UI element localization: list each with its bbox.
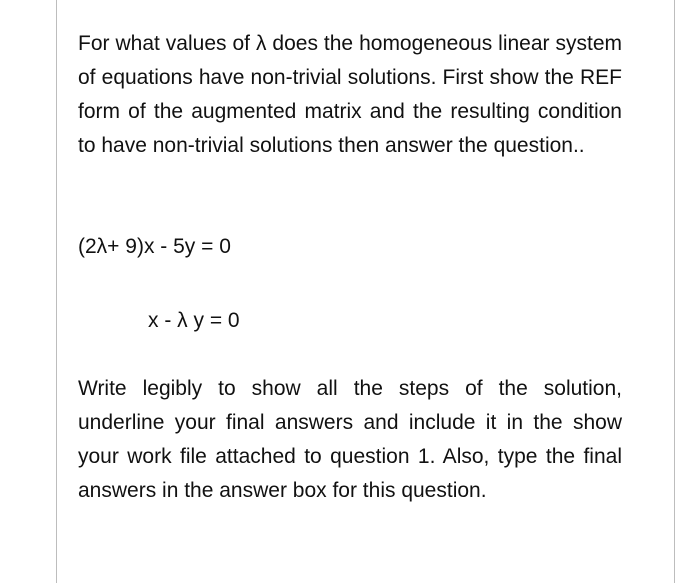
question-instructions: Write legibly to show all the steps of the solution, underline your final answers and include it in the show your work file attached to question 1. Also, type the final answers in the answer box for this question.	[78, 377, 622, 502]
equation-1: (2λ+ 9)x - 5y = 0	[78, 235, 231, 258]
equation-2: x - λ y = 0	[148, 309, 240, 332]
question-intro: For what values of λ does the homogeneous linear system of equations have non-trivial solutions. First show the REF form of the augmented matrix and the resulting condition to have non-trivial solutions then answer the question..	[78, 32, 622, 157]
